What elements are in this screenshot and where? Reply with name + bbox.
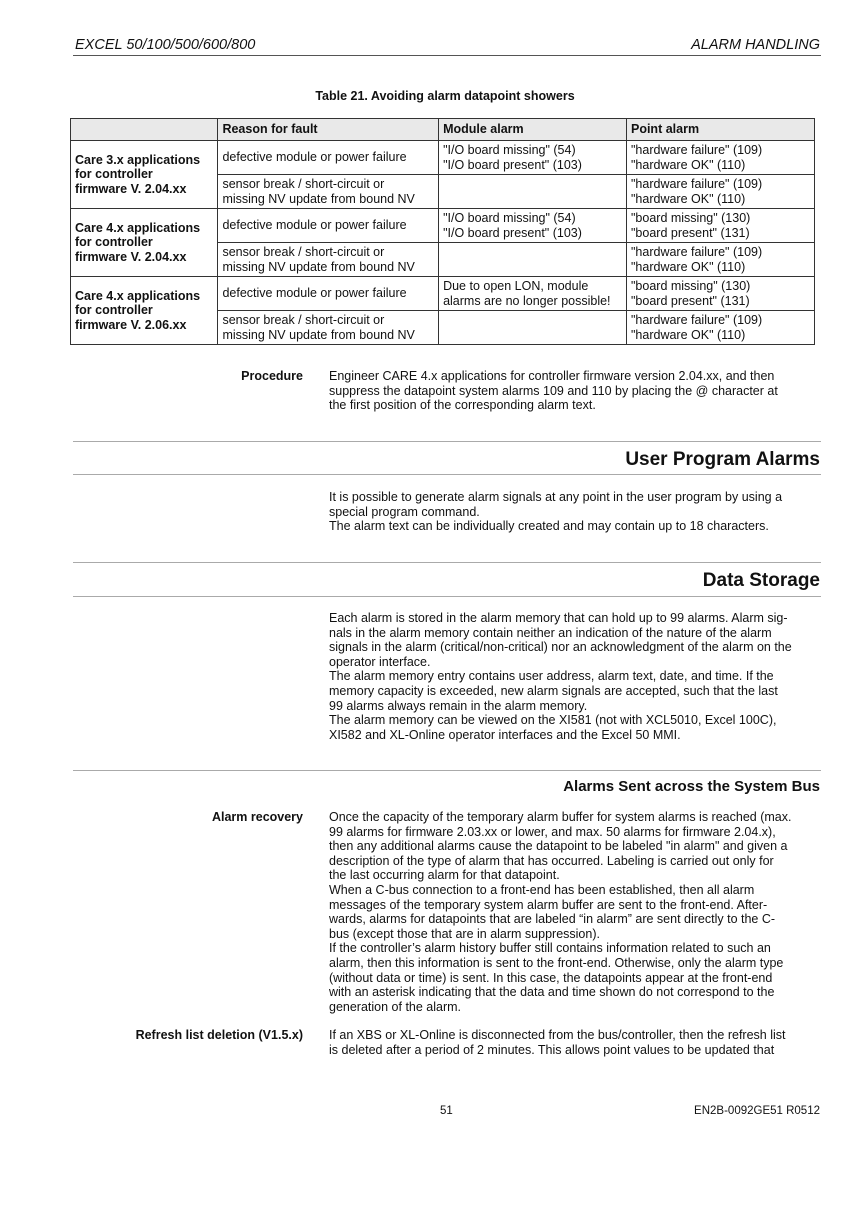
table-header-row: [71, 119, 815, 141]
header-section: ALARM HANDLING: [691, 37, 820, 53]
table-cell: defective module or power failure: [218, 141, 439, 175]
table-cell: "hardware failure" (109) "hardware OK" (110): [626, 243, 814, 277]
table-cell: [439, 243, 627, 277]
table-row: [71, 209, 815, 243]
table-cell: "hardware failure" (109) "hardware OK" (110): [626, 141, 814, 175]
user-program-alarms-text: It is possible to generate alarm signals at any point in the user program by using a special program command. The alarm text can be individually created and may contain up to 18 characters.: [329, 490, 783, 534]
row-group-label: Care 4.x applications for controller firmware V. 2.06.xx: [71, 277, 218, 345]
table-cell: sensor break / short-circuit or missing NV update from bound NV: [218, 243, 439, 277]
refresh-list-text: If an XBS or XL-Online is disconnected from the bus/controller, then the refresh list is deleted after a period of 2 minutes. This allows point values to be updated that: [329, 1028, 786, 1057]
procedure-text: Engineer CARE 4.x applications for controller firmware version 2.04.xx, and then suppress the datapoint system alarms 109 and 110 by placing the @ character at the first position of the corresponding alarm text.: [329, 369, 778, 413]
row-group-label: Care 3.x applications for controller firmware V. 2.04.xx: [71, 141, 218, 209]
table-row: [71, 277, 815, 311]
alarm-showers-table: [70, 118, 815, 345]
procedure-label: Procedure: [241, 369, 303, 383]
table-cell: "hardware failure" (109) "hardware OK" (110): [626, 311, 814, 345]
table-cell: "board missing" (130) "board present" (131): [626, 209, 814, 243]
refresh-list-label: Refresh list deletion (V1.5.x): [135, 1028, 303, 1042]
data-storage-text: Each alarm is stored in the alarm memory that can hold up to 99 alarms. Alarm sig- nals in the alarm memory contain neither an indication of the nature of the alarm signals in the alarm (critical/non-critical) nor an acknowledgment of the alarm on the operator interface. The alarm memory entry contains user address, alarm text, date, and time. If the memory capacity is exceeded, new alarm signals are accepted, such that the last 99 alarms always remain in the alarm memory. The alarm memory can be viewed on the XI581 (not with XCL5010, Excel 100C), XI582 and XL-Online operator interfaces and the Excel 50 MMI.: [329, 611, 792, 742]
section-rule: [73, 770, 821, 771]
table-cell: [439, 175, 627, 209]
column-header: [71, 119, 218, 141]
table-cell: defective module or power failure: [218, 209, 439, 243]
column-header: Reason for fault: [218, 119, 439, 141]
table-cell: "I/O board missing" (54) "I/O board present" (103): [439, 209, 627, 243]
table-cell: "board missing" (130) "board present" (131): [626, 277, 814, 311]
table-cell: Due to open LON, module alarms are no longer possible!: [439, 277, 627, 311]
alarm-recovery-text: Once the capacity of the temporary alarm buffer for system alarms is reached (max. 99 alarms for firmware 2.03.xx or lower, and max. 50 alarms for firmware 2.04.x), then any additional alarms cause the datapoint to be labeled "in alarm" and given a description of the type of alarm that has occurred. Labeling is carried out only for the last occurring alarm for that datapoint. When a C-bus connection to a front-end has been established, then all alarm messages of the temporary system alarm buffer are sent to the front-end. After- wards, alarms for datapoints that are labeled “in alarm” are sent directly to the C- bus (except those that are in alarm suppression). If the controller’s alarm history buffer still contains information related to such an alarm, then this information is sent to the front-end. Otherwise, only the alarm type (without data or time) is sent. In this case, the datapoints appear at the front-end with an asterisk indicating that the data and time shown do not correspond to the generation of the alarm.: [329, 810, 792, 1014]
table-cell: [439, 311, 627, 345]
table-row: [71, 141, 815, 175]
section-rule: [73, 474, 821, 475]
table-caption: Table 21. Avoiding alarm datapoint showers: [315, 89, 575, 103]
row-group-label: Care 4.x applications for controller firmware V. 2.04.xx: [71, 209, 218, 277]
page-number: 51: [440, 1105, 453, 1117]
table-cell: "hardware failure" (109) "hardware OK" (110): [626, 175, 814, 209]
header-title: EXCEL 50/100/500/600/800: [75, 37, 256, 53]
section-rule: [73, 441, 821, 442]
table-cell: defective module or power failure: [218, 277, 439, 311]
alarm-recovery-label: Alarm recovery: [211, 810, 303, 824]
column-header: Module alarm: [439, 119, 627, 141]
table-cell: "I/O board missing" (54) "I/O board present" (103): [439, 141, 627, 175]
column-header: Point alarm: [626, 119, 814, 141]
header-rule: [73, 55, 821, 56]
section-title-data-storage: Data Storage: [702, 570, 820, 591]
table-cell: sensor break / short-circuit or missing NV update from bound NV: [218, 311, 439, 345]
section-rule: [73, 596, 821, 597]
document-code: EN2B-0092GE51 R0512: [694, 1105, 820, 1117]
table-cell: sensor break / short-circuit or missing NV update from bound NV: [218, 175, 439, 209]
section-title-user-program-alarms: User Program Alarms: [625, 449, 820, 470]
section-title-alarms-system-bus: Alarms Sent across the System Bus: [563, 778, 820, 795]
section-rule: [73, 562, 821, 563]
